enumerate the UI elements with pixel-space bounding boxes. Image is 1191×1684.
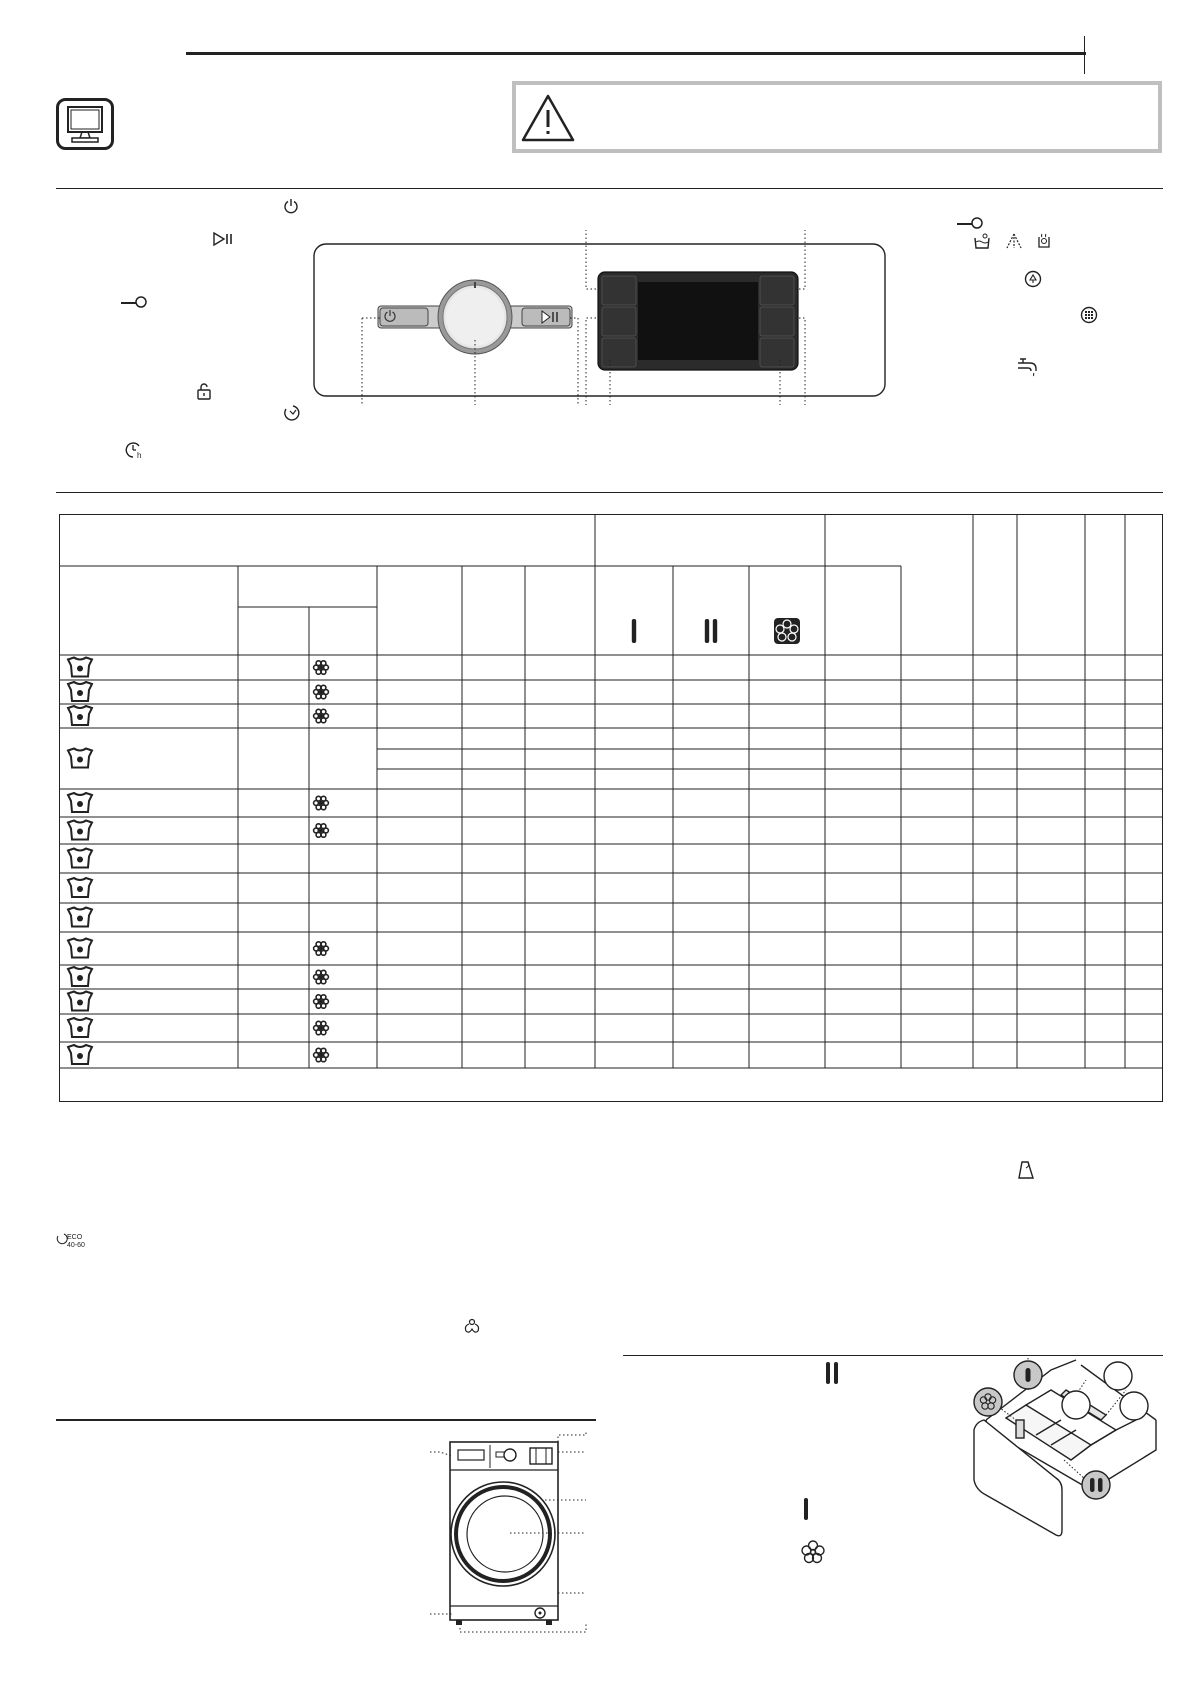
detergent-compartment-1-icon <box>632 619 636 643</box>
delicates-program-icon <box>64 821 96 841</box>
cold-wash-symbol-icon <box>314 1048 329 1061</box>
display-buttons-right[interactable] <box>760 276 794 367</box>
bedding-program-icon <box>64 1045 96 1065</box>
eco-40-60-icon <box>64 749 96 769</box>
svg-text:40-60: 40-60 <box>67 1242 85 1249</box>
baby-program-icon <box>64 793 96 813</box>
cold-wash-symbol-icon <box>314 1021 329 1034</box>
top-rule-tick <box>1084 36 1085 74</box>
control-panel-illustration <box>300 230 900 410</box>
colours-program-icon <box>64 967 96 987</box>
section-rule-1 <box>56 188 1163 189</box>
washing-machine-front-illustration <box>430 1430 590 1640</box>
mixed-program-icon <box>64 706 96 726</box>
warning-box <box>512 81 1162 153</box>
cold-wash-symbol-icon <box>314 661 329 674</box>
water-tap-icon <box>1016 357 1042 377</box>
wool-program-icon <box>64 849 96 869</box>
detergent-compartment-2-icon <box>705 619 717 643</box>
cold-wash-symbol-icon <box>314 942 329 955</box>
detergent-compartment-2-icon <box>824 1361 840 1385</box>
sport-program-icon <box>64 992 96 1012</box>
section-rule-3 <box>56 1419 596 1421</box>
program-dial[interactable] <box>438 280 512 354</box>
softener-flower-icon <box>801 1540 825 1564</box>
cold-wash-symbol-icon <box>314 824 329 837</box>
options-icon <box>1024 270 1042 288</box>
drain-spin-program-icon <box>64 908 96 928</box>
display-buttons-left[interactable] <box>602 276 636 367</box>
steam-refresh-icon <box>64 1018 96 1038</box>
start-pause-icon <box>212 231 234 247</box>
program-table <box>59 514 1163 1102</box>
cold-wash-symbol-icon <box>314 995 329 1008</box>
computer-monitor-icon <box>56 98 114 150</box>
softener-compartment-icon <box>774 618 800 644</box>
prewash-icon <box>973 233 991 249</box>
grid-menu-icon <box>1080 306 1098 324</box>
svg-text:h: h <box>137 451 142 459</box>
section-rule-2 <box>56 492 1163 493</box>
power-button[interactable] <box>380 308 428 326</box>
cold-wash-symbol-icon <box>314 796 329 809</box>
detergent-drawer-illustration <box>966 1350 1166 1550</box>
door-unlock-icon <box>196 382 212 400</box>
cold-wash-symbol-icon <box>314 685 329 698</box>
steam-icon <box>1036 233 1052 249</box>
quick-program-icon <box>64 939 96 959</box>
detergent-compartment-1-icon <box>802 1497 810 1521</box>
power-icon <box>283 198 299 214</box>
cotton-program-icon <box>64 658 96 678</box>
bedding-program-icon <box>1016 1160 1036 1180</box>
rinse-icon <box>1005 233 1023 249</box>
shirt-program-icon <box>64 682 96 702</box>
start-pause-button[interactable] <box>522 308 570 326</box>
cold-wash-symbol-icon <box>314 709 329 722</box>
key-lock-icon <box>120 295 148 309</box>
top-rule <box>186 52 1086 55</box>
delay-timer-icon <box>125 441 145 459</box>
warning-triangle-icon <box>520 93 576 143</box>
eco-40-60-icon <box>56 1232 90 1250</box>
cold-wash-symbol-icon <box>314 970 329 983</box>
rinse-spin-program-icon <box>64 878 96 898</box>
svg-text:ECO: ECO <box>67 1234 83 1241</box>
key-lock-icon <box>956 216 984 230</box>
mixed-program-icon <box>463 1318 481 1336</box>
